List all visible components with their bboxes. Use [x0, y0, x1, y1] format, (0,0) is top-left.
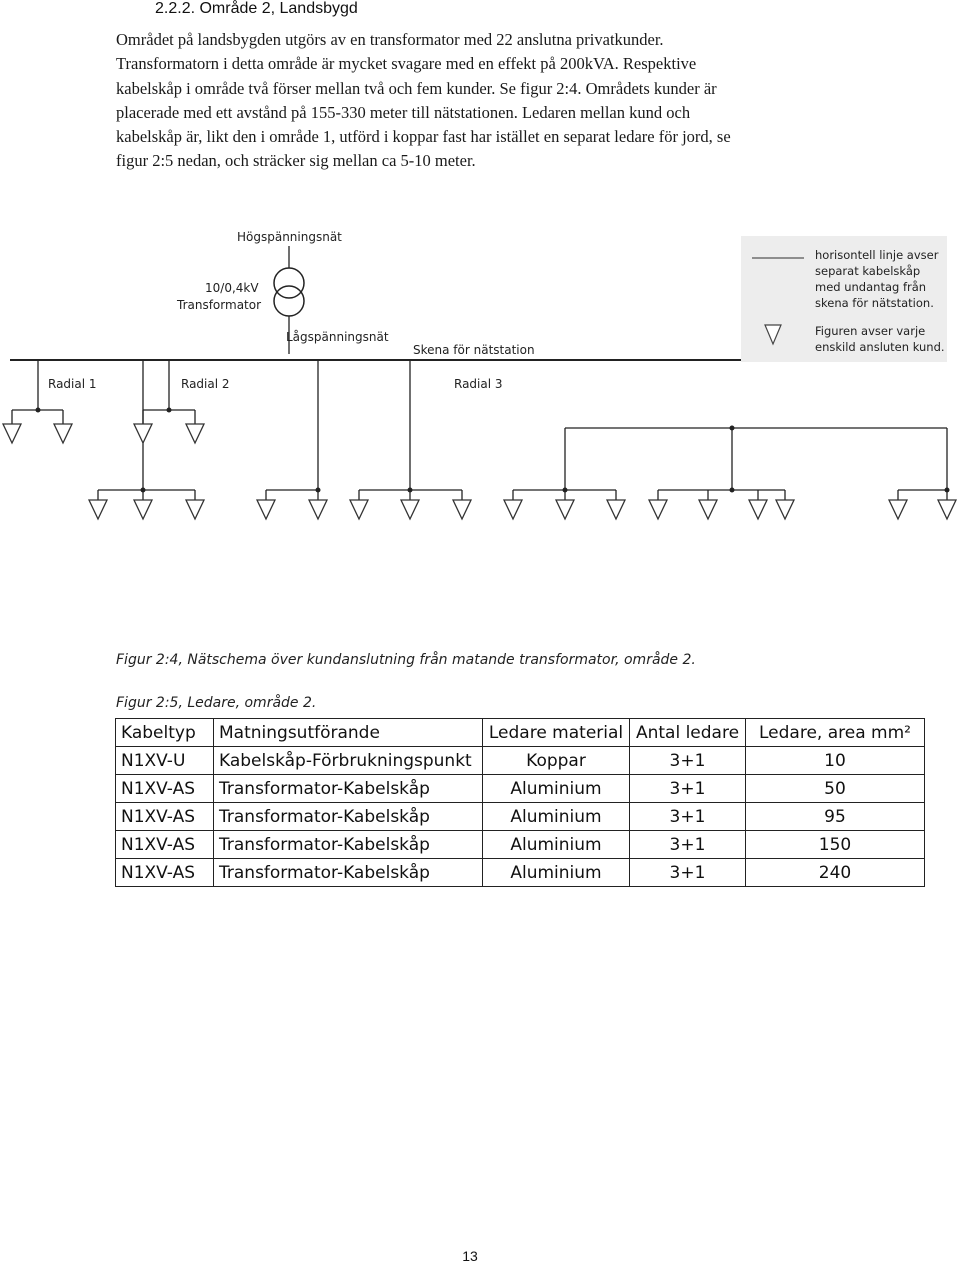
conductor-table: [115, 718, 925, 887]
table-header-cell: Kabeltyp: [116, 719, 214, 747]
table-cell: 10: [746, 747, 925, 775]
customer-triangle: [938, 500, 956, 519]
table-header-cell: Ledare material: [483, 719, 630, 747]
table-row: [116, 803, 925, 831]
customer-triangle: [309, 500, 327, 519]
table-cell: 240: [746, 859, 925, 887]
low-voltage-label: Lågspänningsnät: [286, 330, 389, 344]
customer-triangle: [889, 500, 907, 519]
table-row: [116, 747, 925, 775]
junction-dot: [167, 408, 172, 413]
high-voltage-label: Högspänningsnät: [237, 230, 342, 244]
table-cell: Aluminium: [483, 803, 630, 831]
paragraph-line: kabelskåp i område två förser mellan två och fem kunder. Se figur 2:4. Områdets kunder är: [116, 78, 717, 98]
table-cell: 50: [746, 775, 925, 803]
table-cell: N1XV-U: [116, 747, 214, 775]
junction-dot: [36, 408, 41, 413]
paragraph-line: Området på landsbygden utgörs av en transformator med 22 anslutna privatkunder.: [116, 30, 664, 49]
table-cell: Aluminium: [483, 775, 630, 803]
customer-triangle: [257, 500, 275, 519]
customer-triangle: [776, 500, 794, 519]
junction-dot: [316, 488, 321, 493]
transformer-winding-secondary: [274, 286, 304, 316]
paragraph-line: Transformatorn i detta område är mycket svagare med en effekt på 200kVA. Respektive: [116, 54, 697, 74]
transformer-winding-primary: [274, 268, 304, 298]
table-cell: Koppar: [483, 747, 630, 775]
table-row: [116, 831, 925, 859]
customer-triangle: [3, 424, 21, 443]
table-header-cell: Matningsutförande: [214, 719, 483, 747]
figure-2-4-caption: Figur 2:4, Nätschema över kundanslutning från matande transformator, område 2.: [116, 652, 696, 668]
customer-triangle: [134, 424, 152, 443]
figure-2-5-caption: Figur 2:5, Ledare, område 2.: [116, 695, 317, 711]
radial-1-label: Radial 1: [48, 377, 97, 391]
radial-3-label: Radial 3: [454, 377, 503, 391]
table-cell: Transformator-Kabelskåp: [214, 831, 483, 859]
transformer-label: Transformator: [177, 298, 262, 312]
legend-triangle-text: Figuren avser varje: [815, 324, 926, 338]
paragraph-line: kabelskåp är, likt den i område 1, utförd i koppar fast har istället en separat ledare för jord, se: [116, 127, 731, 147]
table-cell: N1XV-AS: [116, 775, 214, 803]
paragraph-line: placerade med ett avstånd på 155-330 meter till nätstationen. Ledaren mellan kund och: [116, 102, 691, 122]
junction-dot: [563, 488, 568, 493]
legend-line-text: horisontell linje avser: [815, 248, 939, 262]
customer-triangle: [607, 500, 625, 519]
transformer-ratio-label: 10/0,4kV: [205, 281, 259, 295]
table-header-cell: Antal ledare: [630, 719, 746, 747]
table-cell: 3+1: [630, 775, 746, 803]
customer-triangle: [186, 500, 204, 519]
table-header-row: [116, 719, 925, 747]
customer-symbols: [3, 424, 956, 519]
junction-dots: [36, 408, 950, 493]
table-cell: Transformator-Kabelskåp: [214, 803, 483, 831]
customer-triangle: [350, 500, 368, 519]
table-cell: 95: [746, 803, 925, 831]
junction-dot: [730, 488, 735, 493]
table-cell: N1XV-AS: [116, 831, 214, 859]
junction-dot: [945, 488, 950, 493]
table-cell: 3+1: [630, 747, 746, 775]
table-cell: 150: [746, 831, 925, 859]
radial-2-label: Radial 2: [181, 377, 230, 391]
table-cell: 3+1: [630, 803, 746, 831]
customer-triangle: [649, 500, 667, 519]
junction-dot: [408, 488, 413, 493]
table-header-cell: Ledare, area mm²: [746, 719, 925, 747]
customer-triangle: [556, 500, 574, 519]
legend-triangle-text: enskild ansluten kund.: [815, 340, 945, 354]
legend: [741, 236, 947, 362]
table-cell: 3+1: [630, 859, 746, 887]
legend-line-text: skena för nätstation.: [815, 296, 934, 310]
body-paragraph: [116, 28, 816, 174]
busbar-label: Skena för nätstation: [413, 343, 535, 357]
table-cell: 3+1: [630, 831, 746, 859]
paragraph-line: figur 2:5 nedan, och sträcker sig mellan ca 5-10 meter.: [116, 151, 476, 171]
table-cell: Transformator-Kabelskåp: [214, 775, 483, 803]
table-cell: Kabelskåp-Förbrukningspunkt: [214, 747, 483, 775]
customer-triangle: [89, 500, 107, 519]
network-diagram: [0, 220, 960, 530]
junction-dot: [141, 488, 146, 493]
customer-triangle: [749, 500, 767, 519]
legend-line-text: separat kabelskåp: [815, 264, 921, 278]
table-cell: Aluminium: [483, 859, 630, 887]
table-cell: Aluminium: [483, 831, 630, 859]
customer-triangle: [504, 500, 522, 519]
junction-dot: [730, 426, 735, 431]
section-heading: 2.2.2. Område 2, Landsbygd: [155, 0, 358, 17]
page-number: 13: [462, 1248, 478, 1264]
customer-triangle: [401, 500, 419, 519]
customer-triangle: [699, 500, 717, 519]
table-cell: N1XV-AS: [116, 803, 214, 831]
table-row: [116, 775, 925, 803]
customer-triangle: [186, 424, 204, 443]
customer-triangle: [134, 500, 152, 519]
customer-triangle: [453, 500, 471, 519]
table-cell: Transformator-Kabelskåp: [214, 859, 483, 887]
table-cell: N1XV-AS: [116, 859, 214, 887]
legend-line-text: med undantag från: [815, 280, 927, 294]
customer-triangle: [54, 424, 72, 443]
table-row: [116, 859, 925, 887]
